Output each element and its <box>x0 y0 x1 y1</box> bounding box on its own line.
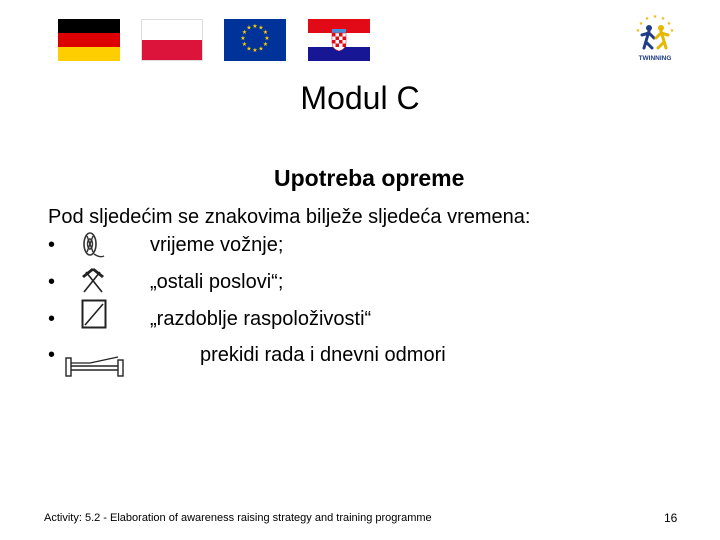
svg-text:★: ★ <box>246 45 252 53</box>
svg-text:★: ★ <box>258 24 264 32</box>
svg-text:★: ★ <box>666 21 672 27</box>
list-item-text: vrijeme vožnje; <box>150 234 284 256</box>
bullet: • <box>48 271 56 293</box>
eu-flag <box>224 19 286 61</box>
list-item-text: „razdoblje raspoloživosti“ <box>150 308 372 330</box>
svg-text:★: ★ <box>264 35 270 42</box>
footer-activity: Activity: 5.2 - Elaboration of awareness raising strategy and training programme <box>44 512 432 524</box>
svg-text:★: ★ <box>241 41 248 48</box>
croatia-flag <box>308 19 370 61</box>
bullet: • <box>48 344 56 366</box>
svg-text:★: ★ <box>252 47 258 54</box>
poland-flag <box>141 19 203 61</box>
page-number: 16 <box>664 511 678 525</box>
list-item-text: prekidi rada i dnevni odmori <box>200 344 446 366</box>
svg-text:★: ★ <box>262 41 269 48</box>
svg-text:★: ★ <box>262 29 269 36</box>
slide-subtitle: Upotreba opreme <box>274 165 465 191</box>
svg-text:★: ★ <box>241 29 248 36</box>
svg-text:★: ★ <box>635 28 641 34</box>
bullet: • <box>48 308 56 330</box>
svg-text:★: ★ <box>669 28 675 34</box>
svg-text:★: ★ <box>644 16 650 22</box>
crossed-hammers-icon <box>80 266 106 294</box>
germany-flag <box>58 19 120 61</box>
svg-text:★: ★ <box>258 45 264 53</box>
svg-text:★: ★ <box>240 35 246 42</box>
svg-text:★: ★ <box>660 16 666 22</box>
bed-icon <box>64 354 126 378</box>
logo-text: TWINNING <box>638 55 672 62</box>
intro-text: Pod sljedećim se znakovima bilježe sljedeća vremena: <box>48 206 531 228</box>
bullet: • <box>48 234 56 256</box>
svg-text:★: ★ <box>638 21 644 27</box>
steering-wheel-icon <box>74 230 106 260</box>
twinning-logo <box>624 12 686 64</box>
svg-text:★: ★ <box>246 24 252 32</box>
svg-text:★: ★ <box>652 14 658 20</box>
slide-title: Modul C <box>300 80 420 116</box>
svg-text:★: ★ <box>252 23 258 30</box>
list-item-text: „ostali poslovi“; <box>150 271 284 293</box>
availability-box-icon <box>81 299 107 329</box>
